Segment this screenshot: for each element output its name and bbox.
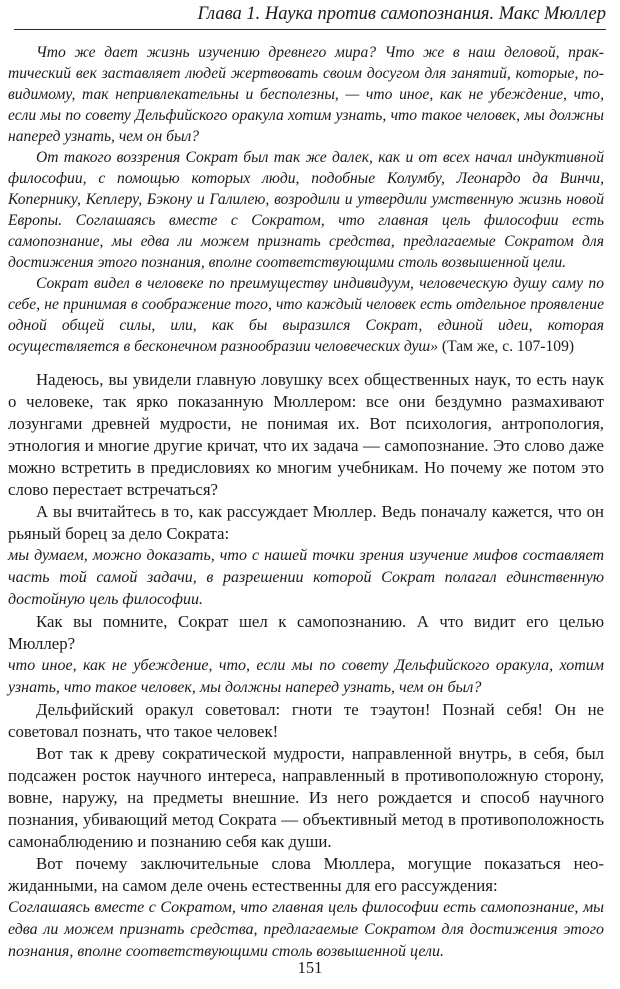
body-paragraph: А вы вчитайтесь в то, как рассуждает Мюллер. Ведь поначалу кажется, что он рьяный борец за дело Сократа: bbox=[8, 502, 604, 543]
body-paragraph: Дельфийский оракул советовал: гноти те тэаутон! Познай себя! Он не советовал познать, что такое человек! bbox=[8, 700, 604, 741]
body-paragraph: Вот почему заключительные слова Мюллера, могущие показаться неожиданными, на самом деле очень естественны для его рассуждения: bbox=[8, 854, 604, 895]
inline-quote: что иное, как не убеждение, что, если мы по совету Дельфийского оракула, хотим узнать, что такое человек, мы должны наперед узнать, чем он был? bbox=[8, 657, 604, 696]
quote-text: Сократ видел в человеке по преимуществу индивидуум, человеческую душу саму по себе, не принимая в соображение того, что каждый человек есть отдельное проявление одной общей силы, или, как бы выразился Сократ, единой идеи, которая осуществляется в бесконечном разнообразии человеческих душ» bbox=[8, 275, 604, 355]
quote-paragraph bbox=[8, 42, 604, 147]
quote-paragraph bbox=[8, 273, 604, 357]
quote-text: Что же дает жизнь изучению древнего мира? Что же в наш деловой, практический век заставляет людей жертвовать своим досугом для занятий, которые, по-видимому, так непривлекательны и бесполезны, — что иное, как не убеждение, что, если мы по совету Дельфийского оракула хотим узнать, что такое человек, мы должны наперед узнать, чем он был? bbox=[8, 44, 604, 145]
inline-quote: мы думаем, можно доказать, что с нашей точки зрения изучение мифов составляет часть той самой задачи, в разрешении которой Сократ полагал единственную достойную цель философии. bbox=[8, 547, 604, 608]
quote-paragraph bbox=[8, 147, 604, 273]
body-paragraph: Как вы помните, Сократ шел к самопознанию. А что видит его целью Мюллер? bbox=[8, 612, 604, 653]
body-paragraph: Надеюсь, вы увидели главную ловушку всех общественных наук, то есть наук о человеке, так ярко показанную Мюллером: все они бездумно размахивают лозунгами древней мудрости, не понимая их. Вот психология, антропология, этнология и многие другие кричат, что их задача — самопознание. Это слово даже можно встретить в предисловиях ко многим учебникам. Но почему же потом это слово перестает встречаться? bbox=[8, 370, 604, 499]
quote-reference: (Там же, с. 107-109) bbox=[438, 338, 575, 355]
running-header: Глава 1. Наука против самопознания. Макс Мюллер bbox=[197, 4, 606, 24]
inline-quote: Соглашаясь вместе с Сократом, что главная цель философии есть самопознание, мы едва ли можем признать средства, предлагаемые Сократом для достижения этого познания, вполне соответствующими столь возвышенной цели. bbox=[8, 899, 604, 960]
page-number: 151 bbox=[297, 958, 323, 977]
quote-text: От такого воззрения Сократ был так же далек, как и от всех начал индуктивной философии, с помощью которых люди, подобные Колумбу, Леонардо да Винчи, Копернику, Кеплеру, Бэкону и Галилею, возродили и утвердили умственную жизнь новой Европы. Соглашаясь вместе с Сократом, что главная цель философии есть самопознание, мы едва ли можем признать средства, предлагаемые Сократом для достижения этого познания, вполне соответствующими столь возвышенной цели. bbox=[8, 149, 604, 271]
page-body bbox=[8, 42, 604, 963]
body-paragraph: Вот так к древу сократической мудрости, направленной внутрь, в себя, был подсажен росток научного интереса, направленный в противоположную сторону, вовне, наружу, на предметы внешние. Из него рождается и способ научного познания, убивающий метод Сократа — объективный метод в противоположность самонаблюдению и познанию себя как души. bbox=[8, 744, 604, 851]
header-divider bbox=[14, 29, 606, 30]
